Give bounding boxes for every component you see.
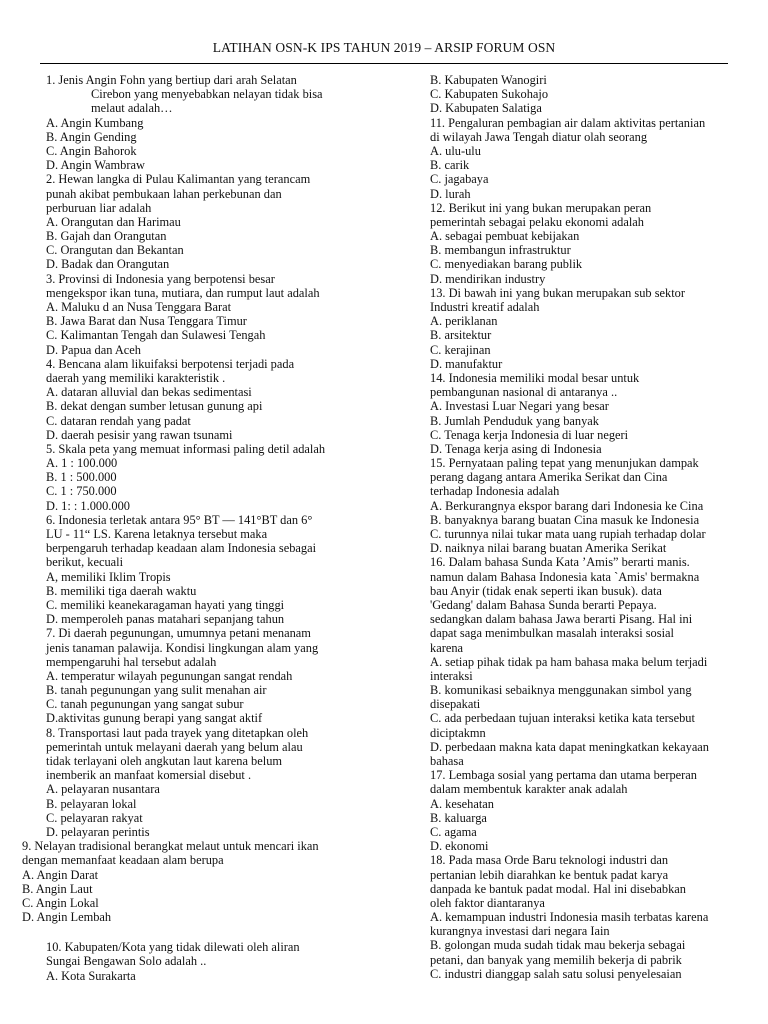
text-line: 11. Pengaluran pembagian air dalam aktivitas pertanian <box>430 115 706 130</box>
text-line: interaksi <box>430 668 473 683</box>
text-line: 'Gedang' dalam Bahasa Sunda berarti Pepaya. <box>430 597 657 612</box>
text-line: D. Angin Lembah <box>22 910 112 925</box>
text-line: 13. Di bawah ini yang bukan merupakan sub sektor <box>430 285 685 300</box>
text-line: B. komunikasi sebaiknya menggunakan simbol yang <box>430 683 692 698</box>
text-line: D. memperoleh panas matahari sepanjang tahun <box>46 612 285 627</box>
text-line: D. pelayaran perintis <box>46 824 150 839</box>
text-line: B. Jumlah Penduduk yang banyak <box>430 413 599 428</box>
text-line: C. industri dianggap salah satu solusi penyelesaian <box>430 966 682 981</box>
text-line: D. lurah <box>430 186 471 201</box>
text-line: C. menyediakan barang publik <box>430 257 583 272</box>
text-line: A. Angin Darat <box>22 867 99 882</box>
text-line: 4. Bencana alam likuifaksi berpotensi terjadi pada <box>46 356 295 371</box>
text-line: C. jagabaya <box>430 172 489 187</box>
text-line: pertanian lebih diarahkan ke bentuk padat karya <box>430 867 669 882</box>
text-line: disepakati <box>430 697 481 712</box>
text-line: Sungai Bengawan Solo adalah .. <box>46 954 207 969</box>
text-line: 6. Indonesia terletak antara 95° BT — 141°BT dan 6° <box>46 512 313 527</box>
text-line: C. Kabupaten Sukohajo <box>430 87 549 102</box>
text-line: B. arsitektur <box>430 328 492 343</box>
text-line: C. dataran rendah yang padat <box>46 413 191 428</box>
text-line: petani, dan banyak yang memilih bekerja di pabrik <box>430 952 682 967</box>
text-line: D. 1: : 1.000.000 <box>46 498 130 513</box>
text-line: Industri kreatif adalah <box>430 300 540 314</box>
text-line: tidak terlayani oleh angkutan laut karena belum <box>46 754 283 768</box>
text-line: B. Angin Laut <box>22 881 93 896</box>
text-line: C. kerajinan <box>430 342 491 357</box>
text-line: A. Maluku d an Nusa Tenggara Barat <box>46 300 232 314</box>
text-line: B. golongan muda sudah tidak mau bekerja sebagai <box>430 938 686 953</box>
text-line: B. carik <box>430 158 470 173</box>
text-line: A. Berkurangnya ekspor barang dari Indonesia ke Cina <box>430 498 704 513</box>
text-line: A. kesehatan <box>430 796 494 811</box>
text-line: di wilayah Jawa Tengah diatur olah seorang <box>430 129 648 144</box>
text-line: B. dekat dengan sumber letusan gunung api <box>46 399 263 414</box>
text-line: B. pelayaran lokal <box>46 796 137 811</box>
text-line: pemerintah sebagai pelaku ekonomi adalah <box>430 214 644 229</box>
text-line: A. Investasi Luar Negari yang besar <box>430 399 609 414</box>
header-rule <box>40 63 728 64</box>
text-line: daerah yang memiliki karakteristik . <box>46 370 226 385</box>
text-line: 8. Transportasi laut pada trayek yang ditetapkan oleh <box>46 725 309 740</box>
text-line: 10. Kabupaten/Kota yang tidak dilewati oleh aliran <box>46 940 300 955</box>
text-line: 18. Pada masa Orde Baru teknologi industri dan <box>430 853 669 868</box>
text-line: C. Angin Bahorok <box>46 143 137 158</box>
text-line: D. daerah pesisir yang rawan tsunami <box>46 427 233 442</box>
text-line: perburuan liar adalah <box>46 200 152 215</box>
text-line: 12. Berikut ini yang bukan merupakan peran <box>430 200 652 215</box>
text-line: C. Orangutan dan Bekantan <box>46 243 184 258</box>
text-line: A. dataran alluvial dan bekas sedimentasi <box>46 385 252 400</box>
text-line: C. turunnya nilai tukar mata uang rupiah terhadap dolar <box>430 527 706 541</box>
text-line: D. mendirikan industry <box>430 271 546 286</box>
text-line: LU - 11“ LS. Karena letaknya tersebut maka <box>46 527 268 541</box>
text-line: dalam membentuk karakter anak adalah <box>430 782 628 797</box>
text-line: 17. Lembaga sosial yang pertama dan utama berperan <box>430 768 697 783</box>
text-line: 3. Provinsi di Indonesia yang berpotensi besar <box>46 271 275 286</box>
text-line: A. setiap pihak tidak pa ham bahasa maka belum terjadi <box>430 654 708 669</box>
text-line: A, memiliki Iklim Tropis <box>46 569 171 584</box>
text-line: D. manufaktur <box>430 356 503 371</box>
left-column <box>22 73 374 983</box>
text-line: 9. Nelayan tradisional berangkat melaut untuk mencari ikan <box>22 839 319 854</box>
text-line: kurangnya investasi dari negara Iain <box>430 924 610 939</box>
text-line: C. Kalimantan Tengah dan Sulawesi Tengah <box>46 328 266 343</box>
text-line: inemberik an manfaat komersial disebut . <box>46 768 252 783</box>
text-line: C. pelayaran rakyat <box>46 810 143 825</box>
text-line: perang dagang antara Amerika Serikat dan Cina <box>430 470 668 485</box>
text-line: C. tanah pegunungan yang sangat subur <box>46 697 244 712</box>
text-line: A. Orangutan dan Harimau <box>46 214 181 229</box>
text-line: oleh faktor diantaranya <box>430 895 545 910</box>
text-line: D. Papua dan Aceh <box>46 342 141 357</box>
text-line: A. kemampuan industri Indonesia masih terbatas karena <box>430 910 709 925</box>
text-line: diciptakmn <box>430 725 486 740</box>
text-line: sedangkan dalam bahasa Jawa berarti Pisang. Hal ini <box>430 612 693 627</box>
spacer <box>46 924 374 940</box>
text-line: A. 1 : 100.000 <box>46 456 118 471</box>
text-line: D. Tenaga kerja asing di Indonesia <box>430 441 602 456</box>
text-line: berikut, kecuali <box>46 555 124 570</box>
text-line: B. kaluarga <box>430 810 487 825</box>
text-line: berpengaruh terhadap keadaan alam Indonesia sebagai <box>46 541 317 556</box>
text-line: terhadap Indonesia adalah <box>430 484 560 499</box>
text-line: mengekspor ikan tuna, mutiara, dan rumput laut adalah <box>46 285 320 300</box>
text-line: B. banyaknya barang buatan Cina masuk ke Indonesia <box>430 512 700 527</box>
text-line: A. ulu-ulu <box>430 143 481 158</box>
text-line: B. membangun infrastruktur <box>430 243 571 258</box>
text-line: B. Kabupaten Wanogiri <box>430 73 547 87</box>
text-line: A. Kota Surakarta <box>46 968 136 983</box>
text-line: 15. Pernyataan paling tepat yang menunjukan dampak <box>430 456 699 471</box>
text-line: D. Badak dan Orangutan <box>46 257 170 272</box>
text-line: C. Angin Lokal <box>22 895 99 910</box>
text-line: A. sebagai pembuat kebijakan <box>430 229 580 244</box>
text-line: D. perbedaan makna kata dapat meningkatkan kekayaan <box>430 739 710 754</box>
text-line: C. agama <box>430 824 477 839</box>
text-line: 5. Skala peta yang memuat informasi paling detil adalah <box>46 441 326 456</box>
text-line: dengan memanfaat keadaan alam berupa <box>22 853 224 868</box>
text-line: pemerintah untuk melayani daerah yang belum alau <box>46 739 303 754</box>
text-line: D. Angin Wambraw <box>46 158 145 173</box>
text-line: 1. Jenis Angin Fohn yang bertiup dari arah Selatan <box>46 73 297 87</box>
text-line: B. Angin Gending <box>46 129 137 144</box>
text-line: melaut adalah… <box>91 101 173 116</box>
text-line: punah akibat pembukaan lahan perkebunan dan <box>46 186 282 201</box>
text-line: B. tanah pegunungan yang sulit menahan air <box>46 683 267 698</box>
text-line: C. memiliki keanekaragaman hayati yang tinggi <box>46 597 285 612</box>
text-line: D. ekonomi <box>430 839 489 854</box>
text-line: C. 1 : 750.000 <box>46 484 117 499</box>
text-line: C. ada perbedaan tujuan interaksi ketika kata tersebut <box>430 711 695 726</box>
text-line: B. Gajah dan Orangutan <box>46 229 167 244</box>
text-line: dapat saga menimbulkan masalah interaksi sosial <box>430 626 674 641</box>
text-line: 16. Dalam bahasa Sunda Kata ’Amis” berarti manis. <box>430 555 690 570</box>
text-line: 14. Indonesia memiliki modal besar untuk <box>430 370 640 385</box>
text-line: bau Anyir (tidak enak seperti ikan busuk). data <box>430 583 662 598</box>
text-line: danpada ke bantuk padat modal. Hal ini disebabkan <box>430 881 686 896</box>
text-line: 7. Di daerah pegunungan, umumnya petani menanam <box>46 626 311 641</box>
text-line: C. Tenaga kerja Indonesia di luar negeri <box>430 427 629 442</box>
text-line: D. Kabupaten Salatiga <box>430 101 542 116</box>
text-line: A. periklanan <box>430 314 498 329</box>
text-line: A. pelayaran nusantara <box>46 782 160 797</box>
text-line: A. temperatur wilayah pegunungan sangat rendah <box>46 668 293 683</box>
text-line: B. Jawa Barat dan Nusa Tenggara Timur <box>46 314 247 329</box>
text-line: D.aktivitas gunung berapi yang sangat aktif <box>46 711 263 726</box>
text-line: karena <box>430 640 464 655</box>
text-line: mempengaruhi hal tersebut adalah <box>46 654 217 669</box>
text-line: D. naiknya nilai barang buatan Amerika Serikat <box>430 541 667 556</box>
right-column <box>430 73 726 981</box>
text-line: namun dalam Bahasa Indonesia kata `Amis' bermakna <box>430 569 700 584</box>
text-line: B. 1 : 500.000 <box>46 470 117 485</box>
text-line: pembangunan nasional di antaranya .. <box>430 385 618 400</box>
text-line: A. Angin Kumbang <box>46 115 144 130</box>
text-line: B. memiliki tiga daerah waktu <box>46 583 197 598</box>
page-header: LATIHAN OSN-K IPS TAHUN 2019 – ARSIP FORUM OSN <box>212 40 556 55</box>
text-line: jenis tanaman palawija. Kondisi lingkungan alam yang <box>46 640 319 655</box>
text-line: Cirebon yang menyebabkan nelayan tidak bisa <box>91 87 323 102</box>
text-line: 2. Hewan langka di Pulau Kalimantan yang terancam <box>46 172 311 187</box>
text-line: bahasa <box>430 754 464 768</box>
